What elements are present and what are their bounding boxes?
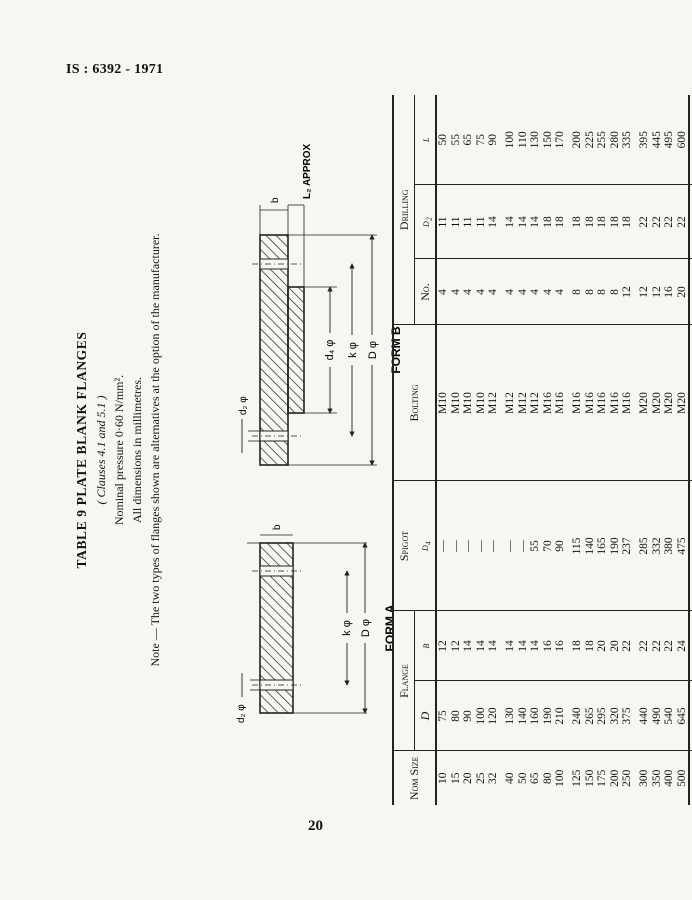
table-cell-D: 130 bbox=[504, 681, 517, 751]
table-row bbox=[542, 95, 555, 805]
table-cell-no: 8 bbox=[571, 259, 584, 325]
table-cell-no: 8 bbox=[596, 259, 609, 325]
table-cell-d2: 18 bbox=[621, 185, 634, 259]
table-cell-d2: 14 bbox=[504, 185, 517, 259]
table-cell-D: 295 bbox=[596, 681, 609, 751]
table-cell-size: 400 bbox=[663, 769, 676, 787]
table-cell-size: 125 bbox=[570, 769, 583, 787]
col-bolting: Bolting bbox=[393, 325, 436, 481]
table-cell-D: 490 bbox=[651, 681, 664, 751]
table-cell-b: 12 bbox=[436, 611, 450, 681]
table-cell-b: 22 bbox=[663, 611, 676, 681]
table-cell-d2: 18 bbox=[554, 185, 567, 259]
table-row bbox=[554, 95, 567, 805]
table-cell-b: 14 bbox=[475, 611, 488, 681]
table-cell-size: 500 bbox=[675, 769, 688, 787]
table-cell-d2: 18 bbox=[609, 185, 622, 259]
page-number: 20 bbox=[308, 818, 323, 834]
table-row bbox=[504, 95, 517, 805]
table-cell-spigot: — bbox=[504, 481, 517, 611]
form-b-d4-label: d₄ φ bbox=[324, 339, 336, 361]
flange-table bbox=[392, 95, 692, 805]
table-cell-no: 4 bbox=[475, 259, 488, 325]
table-cell-size: 200 bbox=[608, 769, 621, 787]
col-drilling-l: l bbox=[415, 95, 437, 185]
table-cell-l: 150 bbox=[542, 95, 555, 185]
form-b-caption: FORM B bbox=[389, 326, 403, 374]
table-cell-size: 32 bbox=[487, 772, 500, 784]
form-b-D-label: D φ bbox=[367, 340, 379, 360]
table-cell-spigot: 332 bbox=[651, 481, 664, 611]
table-cell-d2: 14 bbox=[517, 185, 530, 259]
table-cell-b: 22 bbox=[651, 611, 664, 681]
table-row bbox=[676, 95, 690, 805]
table-cell-l: 50 bbox=[436, 95, 450, 185]
table-row bbox=[487, 95, 500, 805]
table-cell-l: 255 bbox=[596, 95, 609, 185]
table-cell-l: 395 bbox=[638, 95, 651, 185]
table-cell-b: 16 bbox=[554, 611, 567, 681]
form-a-D-label: D φ bbox=[360, 618, 372, 638]
table-cell-size: 300 bbox=[637, 769, 650, 787]
table-cell-D: 140 bbox=[517, 681, 530, 751]
table-row bbox=[529, 95, 542, 805]
table-cell-b: 14 bbox=[462, 611, 475, 681]
table-cell-spigot: — bbox=[450, 481, 463, 611]
form-b-b-label: b bbox=[270, 197, 281, 203]
table-cell-d2: 18 bbox=[596, 185, 609, 259]
table-cell-b: 20 bbox=[609, 611, 622, 681]
table-cell-D: 190 bbox=[542, 681, 555, 751]
table-cell-bolt: M16 bbox=[554, 325, 567, 481]
table-cell-d2: 18 bbox=[571, 185, 584, 259]
form-b-drawing bbox=[238, 143, 403, 465]
table-cell-spigot: 70 bbox=[542, 481, 555, 611]
table-cell-D: 320 bbox=[609, 681, 622, 751]
table-cell-d2: 22 bbox=[638, 185, 651, 259]
table-cell-D: 265 bbox=[584, 681, 597, 751]
table-row bbox=[436, 95, 450, 805]
table-cell-d2: 14 bbox=[529, 185, 542, 259]
table-cell-bolt: M10 bbox=[436, 325, 450, 481]
form-b-d2-label: d₂ φ bbox=[238, 396, 249, 415]
table-cell-size: 10 bbox=[437, 772, 449, 784]
table-cell-b: 12 bbox=[450, 611, 463, 681]
table-cell-bolt: M16 bbox=[621, 325, 634, 481]
table-row bbox=[609, 95, 622, 805]
table-cell-d2: 22 bbox=[676, 185, 690, 259]
table-cell-size: 50 bbox=[516, 772, 529, 784]
table-cell-no: 4 bbox=[450, 259, 463, 325]
table-cell-d2: 14 bbox=[487, 185, 500, 259]
table-cell-spigot: — bbox=[462, 481, 475, 611]
table-cell-b: 14 bbox=[517, 611, 530, 681]
table-cell-size: 175 bbox=[596, 769, 609, 787]
col-drilling-d2: d₂ bbox=[415, 185, 437, 259]
table-cell-D: 440 bbox=[638, 681, 651, 751]
table-cell-no: 8 bbox=[609, 259, 622, 325]
table-cell-spigot: 115 bbox=[571, 481, 584, 611]
table-cell-size: 150 bbox=[583, 769, 596, 787]
table-body bbox=[436, 95, 692, 805]
table-cell-D: 240 bbox=[571, 681, 584, 751]
form-a-k-label: k φ bbox=[341, 620, 353, 636]
table-cell-no: 4 bbox=[517, 259, 530, 325]
col-flange: Flange bbox=[393, 611, 415, 751]
table-cell-b: 14 bbox=[504, 611, 517, 681]
flange-drawings bbox=[162, 95, 412, 805]
table-cell-l: 75 bbox=[475, 95, 488, 185]
table-cell-no: 4 bbox=[487, 259, 500, 325]
table-cell-l: 100 bbox=[504, 95, 517, 185]
table-cell-spigot: 380 bbox=[663, 481, 676, 611]
table-cell-d2: 11 bbox=[475, 185, 488, 259]
table-cell-no: 12 bbox=[638, 259, 651, 325]
table-cell-size: 100 bbox=[554, 769, 567, 787]
form-b-spigot bbox=[288, 287, 304, 413]
table-cell-b: 18 bbox=[584, 611, 597, 681]
table-cell-no: 4 bbox=[436, 259, 450, 325]
table-cell-l: 130 bbox=[529, 95, 542, 185]
form-a-b-label: b bbox=[272, 524, 283, 530]
col-spigot: Spigot bbox=[393, 481, 415, 611]
table-cell-D: 375 bbox=[621, 681, 634, 751]
table-cell-bolt: M16 bbox=[571, 325, 584, 481]
form-a-bolt-hole-left bbox=[260, 680, 293, 690]
table-cell-D: 540 bbox=[663, 681, 676, 751]
col-flange-b: b bbox=[415, 611, 437, 681]
table-cell-d2: 11 bbox=[462, 185, 475, 259]
table-row bbox=[596, 95, 609, 805]
table-cell-d2: 22 bbox=[651, 185, 664, 259]
table-cell-bolt: M12 bbox=[529, 325, 542, 481]
table-cell-l: 170 bbox=[554, 95, 567, 185]
table-cell-spigot: 165 bbox=[596, 481, 609, 611]
table-cell-d2: 18 bbox=[542, 185, 555, 259]
table-row bbox=[571, 95, 584, 805]
form-b-l2-label: L₂ APPROX bbox=[302, 143, 313, 199]
table-cell-size: 20 bbox=[462, 772, 475, 784]
table-cell-b: 22 bbox=[638, 611, 651, 681]
table-cell-l: 200 bbox=[571, 95, 584, 185]
table-cell-l: 280 bbox=[609, 95, 622, 185]
table-row bbox=[462, 95, 475, 805]
table-cell-size: 15 bbox=[449, 772, 462, 784]
table-cell-D: 120 bbox=[487, 681, 500, 751]
table-cell-no: 4 bbox=[462, 259, 475, 325]
table-cell-l: 445 bbox=[651, 95, 664, 185]
table-cell-l: 225 bbox=[584, 95, 597, 185]
table-cell-spigot: 475 bbox=[676, 481, 690, 611]
table-cell-bolt: M16 bbox=[584, 325, 597, 481]
table-cell-b: 14 bbox=[529, 611, 542, 681]
dimensions-note: All dimensions in millimetres. bbox=[130, 377, 144, 523]
table-row bbox=[450, 95, 463, 805]
table-cell-D: 645 bbox=[676, 681, 690, 751]
table-cell-spigot: — bbox=[487, 481, 500, 611]
table-cell-bolt: M20 bbox=[663, 325, 676, 481]
nominal-pressure: Nominal pressure 0·60 N/mm². bbox=[112, 374, 126, 526]
table-cell-size: 250 bbox=[621, 769, 634, 787]
table-cell-b: 18 bbox=[571, 611, 584, 681]
table-cell-no: 4 bbox=[504, 259, 517, 325]
table-cell-d2: 11 bbox=[450, 185, 463, 259]
table-cell-bolt: M12 bbox=[517, 325, 530, 481]
table-cell-l: 55 bbox=[450, 95, 463, 185]
table-cell-spigot: — bbox=[475, 481, 488, 611]
table-cell-size: 80 bbox=[541, 772, 554, 784]
rotated-table-page bbox=[70, 95, 688, 805]
table-cell-d2: 11 bbox=[436, 185, 450, 259]
table-row bbox=[475, 95, 488, 805]
table-cell-bolt: M20 bbox=[676, 325, 690, 481]
table-cell-no: 4 bbox=[554, 259, 567, 325]
form-a-bolt-hole-right bbox=[260, 566, 293, 576]
table-cell-b: 16 bbox=[542, 611, 555, 681]
col-spigot-d4: d₄ bbox=[415, 481, 437, 611]
table-cell-D: 80 bbox=[450, 681, 463, 751]
table-cell-bolt: M12 bbox=[504, 325, 517, 481]
table-cell-bolt: M16 bbox=[542, 325, 555, 481]
table-cell-b: 22 bbox=[621, 611, 634, 681]
table-cell-l: 495 bbox=[663, 95, 676, 185]
table-cell-spigot: — bbox=[436, 481, 450, 611]
table-cell-D: 160 bbox=[529, 681, 542, 751]
table-row bbox=[638, 95, 651, 805]
table-cell-spigot: 237 bbox=[621, 481, 634, 611]
table-cell-bolt: M16 bbox=[609, 325, 622, 481]
form-a-caption: FORM A bbox=[383, 604, 397, 652]
form-a-drawing bbox=[236, 524, 397, 723]
table-row bbox=[621, 95, 634, 805]
table-cell-no: 12 bbox=[621, 259, 634, 325]
table-cell-l: 110 bbox=[517, 95, 530, 185]
form-a-d2-label: d₂ φ bbox=[236, 704, 247, 723]
table-cell-no: 20 bbox=[676, 259, 690, 325]
manufacturer-note: Note — The two types of flanges shown are alternatives at the option of the manufacturer. bbox=[148, 233, 162, 667]
table-cell-l: 65 bbox=[462, 95, 475, 185]
table-cell-D: 90 bbox=[462, 681, 475, 751]
table-cell-bolt: M10 bbox=[450, 325, 463, 481]
table-cell-spigot: — bbox=[517, 481, 530, 611]
table-cell-D: 100 bbox=[475, 681, 488, 751]
table-cell-l: 90 bbox=[487, 95, 500, 185]
table-cell-d2: 22 bbox=[663, 185, 676, 259]
table-title: TABLE 9 PLATE BLANK FLANGES bbox=[74, 331, 89, 569]
table-cell-bolt: M10 bbox=[462, 325, 475, 481]
table-cell-bolt: M10 bbox=[475, 325, 488, 481]
table-cell-no: 16 bbox=[663, 259, 676, 325]
table-cell-spigot: 55 bbox=[529, 481, 542, 611]
table-cell-spigot: 285 bbox=[638, 481, 651, 611]
table-cell-bolt: M16 bbox=[596, 325, 609, 481]
col-nom-size: Nom Size bbox=[393, 751, 436, 805]
table-cell-no: 8 bbox=[584, 259, 597, 325]
table-cell-l: 335 bbox=[621, 95, 634, 185]
table-row bbox=[651, 95, 664, 805]
table-cell-spigot: 190 bbox=[609, 481, 622, 611]
col-drilling-no: No. bbox=[415, 259, 437, 325]
table-cell-D: 210 bbox=[554, 681, 567, 751]
form-b-k-label: k φ bbox=[347, 342, 359, 358]
table-cell-bolt: M12 bbox=[487, 325, 500, 481]
table-cell-bolt: M20 bbox=[638, 325, 651, 481]
table-cell-no: 4 bbox=[529, 259, 542, 325]
col-flange-D: D bbox=[415, 681, 437, 751]
table-cell-D: 75 bbox=[436, 681, 450, 751]
table-row bbox=[663, 95, 676, 805]
clauses-reference: ( Clauses 4.1 and 5.1 ) bbox=[94, 395, 108, 505]
col-drilling: Drilling bbox=[393, 95, 415, 325]
table-cell-l: 600 bbox=[676, 95, 690, 185]
standard-number: IS : 6392 - 1971 bbox=[66, 62, 164, 77]
table-cell-b: 24 bbox=[676, 611, 690, 681]
table-row bbox=[517, 95, 530, 805]
table-cell-no: 4 bbox=[542, 259, 555, 325]
table-cell-spigot: 140 bbox=[584, 481, 597, 611]
table-cell-size: 350 bbox=[650, 769, 663, 787]
table-cell-b: 20 bbox=[596, 611, 609, 681]
table-cell-d2: 18 bbox=[584, 185, 597, 259]
table-cell-bolt: M20 bbox=[651, 325, 664, 481]
table-cell-size: 25 bbox=[474, 772, 487, 784]
table-cell-no: 12 bbox=[651, 259, 664, 325]
table-cell-b: 14 bbox=[487, 611, 500, 681]
table-row bbox=[584, 95, 597, 805]
table-cell-spigot: 90 bbox=[554, 481, 567, 611]
table-cell-size: 40 bbox=[503, 772, 516, 784]
table-cell-size: 65 bbox=[529, 772, 542, 784]
